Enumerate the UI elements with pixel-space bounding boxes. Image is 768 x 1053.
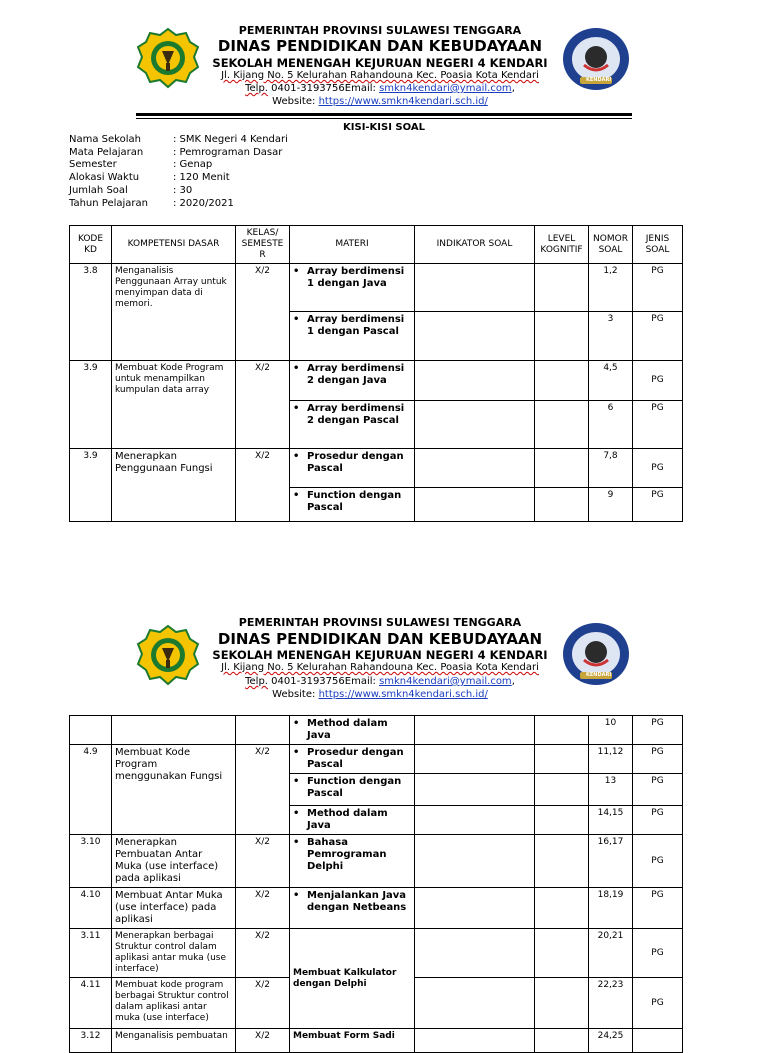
cell-nomor: 11,12 [589, 745, 633, 774]
telp-value: 0401-3193756Email: [267, 676, 380, 687]
cell-kd [112, 716, 236, 745]
info-row [69, 134, 469, 147]
info-label: Jumlah Soal [69, 184, 128, 196]
cell-kd: Menganalisis Penggunaan Array untuk menyimpan data di memori. [112, 264, 236, 361]
cell-nomor: 7,8 [589, 449, 633, 488]
cell-kelas [236, 716, 290, 745]
cell-kode: 4.9 [70, 745, 112, 835]
cell-level [535, 745, 589, 774]
cell-nomor: 24,25 [589, 1029, 633, 1053]
cell-nomor: 6 [589, 401, 633, 449]
info-value: : 120 Menit [173, 172, 230, 184]
cell-indikator [415, 401, 535, 449]
cell-kelas: X/2 [236, 361, 290, 449]
header-line1: PEMERINTAH PROVINSI SULAWESI TENGGARA [238, 616, 522, 629]
website-label: Website: [272, 689, 319, 700]
cell-kelas: X/2 [236, 978, 290, 1029]
header-line1: PEMERINTAH PROVINSI SULAWESI TENGGARA [238, 24, 522, 37]
cell-indikator [415, 361, 535, 401]
province-logo [136, 624, 200, 686]
website-link[interactable]: https://www.smkn4kendari.sch.id/ [318, 96, 488, 107]
cell-nomor: 4,5 [589, 361, 633, 401]
cell-indikator [415, 745, 535, 774]
info-value: : Genap [173, 159, 213, 171]
info-value: : 30 [173, 184, 193, 196]
th-materi: MATERI [290, 226, 415, 264]
th-jenis: JENIS SOAL [633, 226, 683, 264]
header-contact [200, 83, 560, 94]
cell-materi: • Method dalam Java [290, 716, 415, 745]
cell-kd: Membuat Kode Program menggunakan Fungsi [112, 745, 236, 835]
telp-label: Telp. [245, 676, 268, 687]
cell-nomor: 18,19 [589, 888, 633, 929]
cell-kelas: X/2 [236, 745, 290, 835]
header-website [200, 96, 560, 107]
table-row [70, 835, 683, 888]
info-label: Nama Sekolah [69, 134, 141, 145]
cell-materi: • Method dalam Java [290, 806, 415, 835]
materi-text: Prosedur dengan Pascal [307, 451, 404, 474]
cell-level [535, 449, 589, 488]
cell-kd: Membuat Kode Program untuk menampilkan kumpulan data array [112, 361, 236, 449]
table-row [70, 361, 683, 401]
th-level: LEVEL KOGNITIF [535, 226, 589, 264]
cell-materi: • Array berdimensi 1 dengan Java [290, 264, 415, 312]
cell-kd: Menganalisis pembuatan [112, 1029, 236, 1053]
email-link[interactable]: smkn4kendari@ymail.com [379, 83, 512, 94]
table-row [70, 1029, 683, 1053]
cell-nomor: 3 [589, 312, 633, 361]
cell-level [535, 978, 589, 1029]
info-block [69, 134, 469, 210]
cell-level [535, 361, 589, 401]
smk-logo [562, 622, 630, 686]
cell-nomor: 1,2 [589, 264, 633, 312]
cell-nomor: 13 [589, 774, 633, 806]
cell-level [535, 929, 589, 978]
header-address [200, 70, 560, 81]
smk-logo-bottom-text: KENDARI [586, 672, 612, 678]
address-text: Jl. Kijang No. 5 Kelurahan Rahandouna Kec. Poasia Kota Kendari [221, 70, 539, 81]
info-row [69, 198, 469, 211]
table-page1 [69, 225, 683, 522]
cell-materi: • Prosedur dengan Pascal [290, 745, 415, 774]
cell-materi: Membuat Form Sadi [290, 1029, 415, 1053]
cell-jenis: PG [633, 929, 683, 978]
address-text: Jl. Kijang No. 5 Kelurahan Rahandouna Kec. Poasia Kota Kendari [221, 662, 539, 673]
header-website [200, 689, 560, 700]
materi-text: Method dalam Java [307, 718, 388, 741]
info-value: : SMK Negeri 4 Kendari [173, 134, 288, 145]
th-kompetensi: KOMPETENSI DASAR [112, 226, 236, 264]
cell-level [535, 888, 589, 929]
cell-kd: Membuat Antar Muka (use interface) pada aplikasi [112, 888, 236, 929]
cell-jenis: PG [633, 835, 683, 888]
header-line3: SEKOLAH MENENGAH KEJURUAN NEGERI 4 KENDARI [212, 56, 548, 70]
cell-level [535, 835, 589, 888]
materi-text: Menjalankan Java dengan Netbeans [307, 890, 407, 913]
email-suffix: , [511, 676, 515, 687]
cell-jenis [633, 1029, 683, 1053]
telp-value: 0401-3193756Email: [267, 83, 380, 94]
materi-text: Prosedur dengan Pascal [307, 747, 404, 770]
cell-kode: 4.10 [70, 888, 112, 929]
cell-materi: • Menjalankan Java dengan Netbeans [290, 888, 415, 929]
cell-indikator [415, 312, 535, 361]
cell-indikator [415, 716, 535, 745]
cell-kode: 3.11 [70, 929, 112, 978]
info-row [69, 185, 469, 198]
cell-kode: 4.11 [70, 978, 112, 1029]
info-value: : Pemrograman Dasar [173, 146, 283, 158]
cell-nomor: 10 [589, 716, 633, 745]
info-value: : 2020/2021 [173, 197, 234, 209]
cell-kode: 3.9 [70, 449, 112, 522]
materi-text: Array berdimensi 2 dengan Java [307, 363, 405, 386]
cell-kelas: X/2 [236, 835, 290, 888]
th-indikator: INDIKATOR SOAL [415, 226, 535, 264]
materi-text: Function dengan Pascal [307, 776, 402, 799]
cell-jenis: PG [633, 716, 683, 745]
header-address [200, 662, 560, 673]
materi-text: Method dalam Java [307, 808, 388, 831]
cell-nomor: 22,23 [589, 978, 633, 1029]
cell-indikator [415, 888, 535, 929]
website-label: Website: [272, 96, 319, 107]
smk-logo-bottom-text: KENDARI [586, 77, 612, 83]
website-link[interactable]: https://www.smkn4kendari.sch.id/ [318, 689, 488, 700]
cell-nomor: 14,15 [589, 806, 633, 835]
header-line3: SEKOLAH MENENGAH KEJURUAN NEGERI 4 KENDARI [212, 648, 548, 662]
cell-materi: • Array berdimensi 2 dengan Java [290, 361, 415, 401]
table-page2 [69, 715, 683, 1053]
table-row [70, 929, 683, 978]
cell-jenis: PG [633, 401, 683, 449]
info-row [69, 147, 469, 160]
cell-level [535, 774, 589, 806]
table-row [70, 264, 683, 312]
cell-level [535, 1029, 589, 1053]
cell-materi-merged: Membuat Kalkulator dengan Delphi [290, 929, 415, 1029]
cell-nomor: 9 [589, 488, 633, 522]
th-kelas: KELAS/ SEMESTE R [236, 226, 290, 264]
header-contact [200, 676, 560, 687]
cell-kelas: X/2 [236, 888, 290, 929]
page1-header [0, 0, 768, 120]
materi-text: Function dengan Pascal [307, 490, 402, 513]
province-logo [136, 27, 200, 89]
header-rule-thick [136, 113, 632, 116]
cell-level [535, 488, 589, 522]
cell-indikator [415, 835, 535, 888]
cell-kelas: X/2 [236, 1029, 290, 1053]
cell-jenis: PG [633, 361, 683, 401]
email-suffix: , [511, 83, 515, 94]
cell-kd: Menerapkan Pembuatan Antar Muka (use interface) pada aplikasi [112, 835, 236, 888]
cell-kode [70, 716, 112, 745]
cell-jenis: PG [633, 449, 683, 488]
cell-materi: • Bahasa Pemrograman Delphi [290, 835, 415, 888]
info-label: Semester [69, 159, 117, 171]
cell-kode: 3.12 [70, 1029, 112, 1053]
cell-kode: 3.9 [70, 361, 112, 449]
page2-header [0, 612, 768, 712]
cell-indikator [415, 978, 535, 1029]
cell-nomor: 20,21 [589, 929, 633, 978]
th-nomor: NOMOR SOAL [589, 226, 633, 264]
materi-text: Bahasa Pemrograman Delphi [307, 837, 387, 872]
cell-indikator [415, 488, 535, 522]
cell-jenis: PG [633, 806, 683, 835]
cell-level [535, 312, 589, 361]
materi-text: Array berdimensi 1 dengan Java [307, 266, 405, 289]
table-row [70, 449, 683, 488]
table-row [70, 888, 683, 929]
header-rule-thin [136, 118, 632, 119]
cell-kelas: X/2 [236, 929, 290, 978]
cell-level [535, 716, 589, 745]
cell-kd: Menerapkan berbagai Struktur control dalam aplikasi antar muka (use interface) [112, 929, 236, 978]
cell-jenis: PG [633, 978, 683, 1029]
cell-indikator [415, 264, 535, 312]
cell-indikator [415, 929, 535, 978]
smk-logo [562, 27, 630, 91]
cell-kode: 3.8 [70, 264, 112, 361]
cell-indikator [415, 1029, 535, 1053]
cell-kd: Membuat kode program berbagai Struktur control dalam aplikasi antar muka (use interface) [112, 978, 236, 1029]
cell-level [535, 806, 589, 835]
cell-materi: • Function dengan Pascal [290, 774, 415, 806]
th-kode: KODE KD [70, 226, 112, 264]
table-row [70, 716, 683, 745]
cell-kelas: X/2 [236, 449, 290, 522]
cell-jenis: PG [633, 488, 683, 522]
table-header-row [70, 226, 683, 264]
cell-jenis: PG [633, 745, 683, 774]
cell-level [535, 401, 589, 449]
cell-indikator [415, 774, 535, 806]
cell-nomor: 16,17 [589, 835, 633, 888]
cell-kd: Menerapkan Penggunaan Fungsi [112, 449, 236, 522]
telp-label: Telp. [245, 83, 268, 94]
cell-jenis: PG [633, 312, 683, 361]
cell-jenis: PG [633, 264, 683, 312]
materi-text: Array berdimensi 2 dengan Pascal [307, 403, 405, 426]
header-line2: DINAS PENDIDIKAN DAN KEBUDAYAAN [217, 630, 543, 648]
info-label: Mata Pelajaran [69, 146, 144, 158]
cell-indikator [415, 806, 535, 835]
cell-jenis: PG [633, 888, 683, 929]
cell-materi: • Function dengan Pascal [290, 488, 415, 522]
cell-materi: • Array berdimensi 2 dengan Pascal [290, 401, 415, 449]
materi-text: Array berdimensi 1 dengan Pascal [307, 314, 405, 337]
info-label: Alokasi Waktu [69, 172, 140, 184]
info-label: Tahun Pelajaran [69, 197, 148, 209]
cell-kode: 3.10 [70, 835, 112, 888]
info-row [69, 159, 469, 172]
cell-jenis: PG [633, 774, 683, 806]
email-link[interactable]: smkn4kendari@ymail.com [379, 676, 512, 687]
doc-title: KISI-KISI SOAL [343, 122, 425, 133]
header-line2: DINAS PENDIDIKAN DAN KEBUDAYAAN [217, 37, 543, 55]
table-row [70, 745, 683, 774]
cell-indikator [415, 449, 535, 488]
info-row [69, 172, 469, 185]
cell-level [535, 264, 589, 312]
cell-materi: • Prosedur dengan Pascal [290, 449, 415, 488]
cell-materi: • Array berdimensi 1 dengan Pascal [290, 312, 415, 361]
cell-kelas: X/2 [236, 264, 290, 361]
